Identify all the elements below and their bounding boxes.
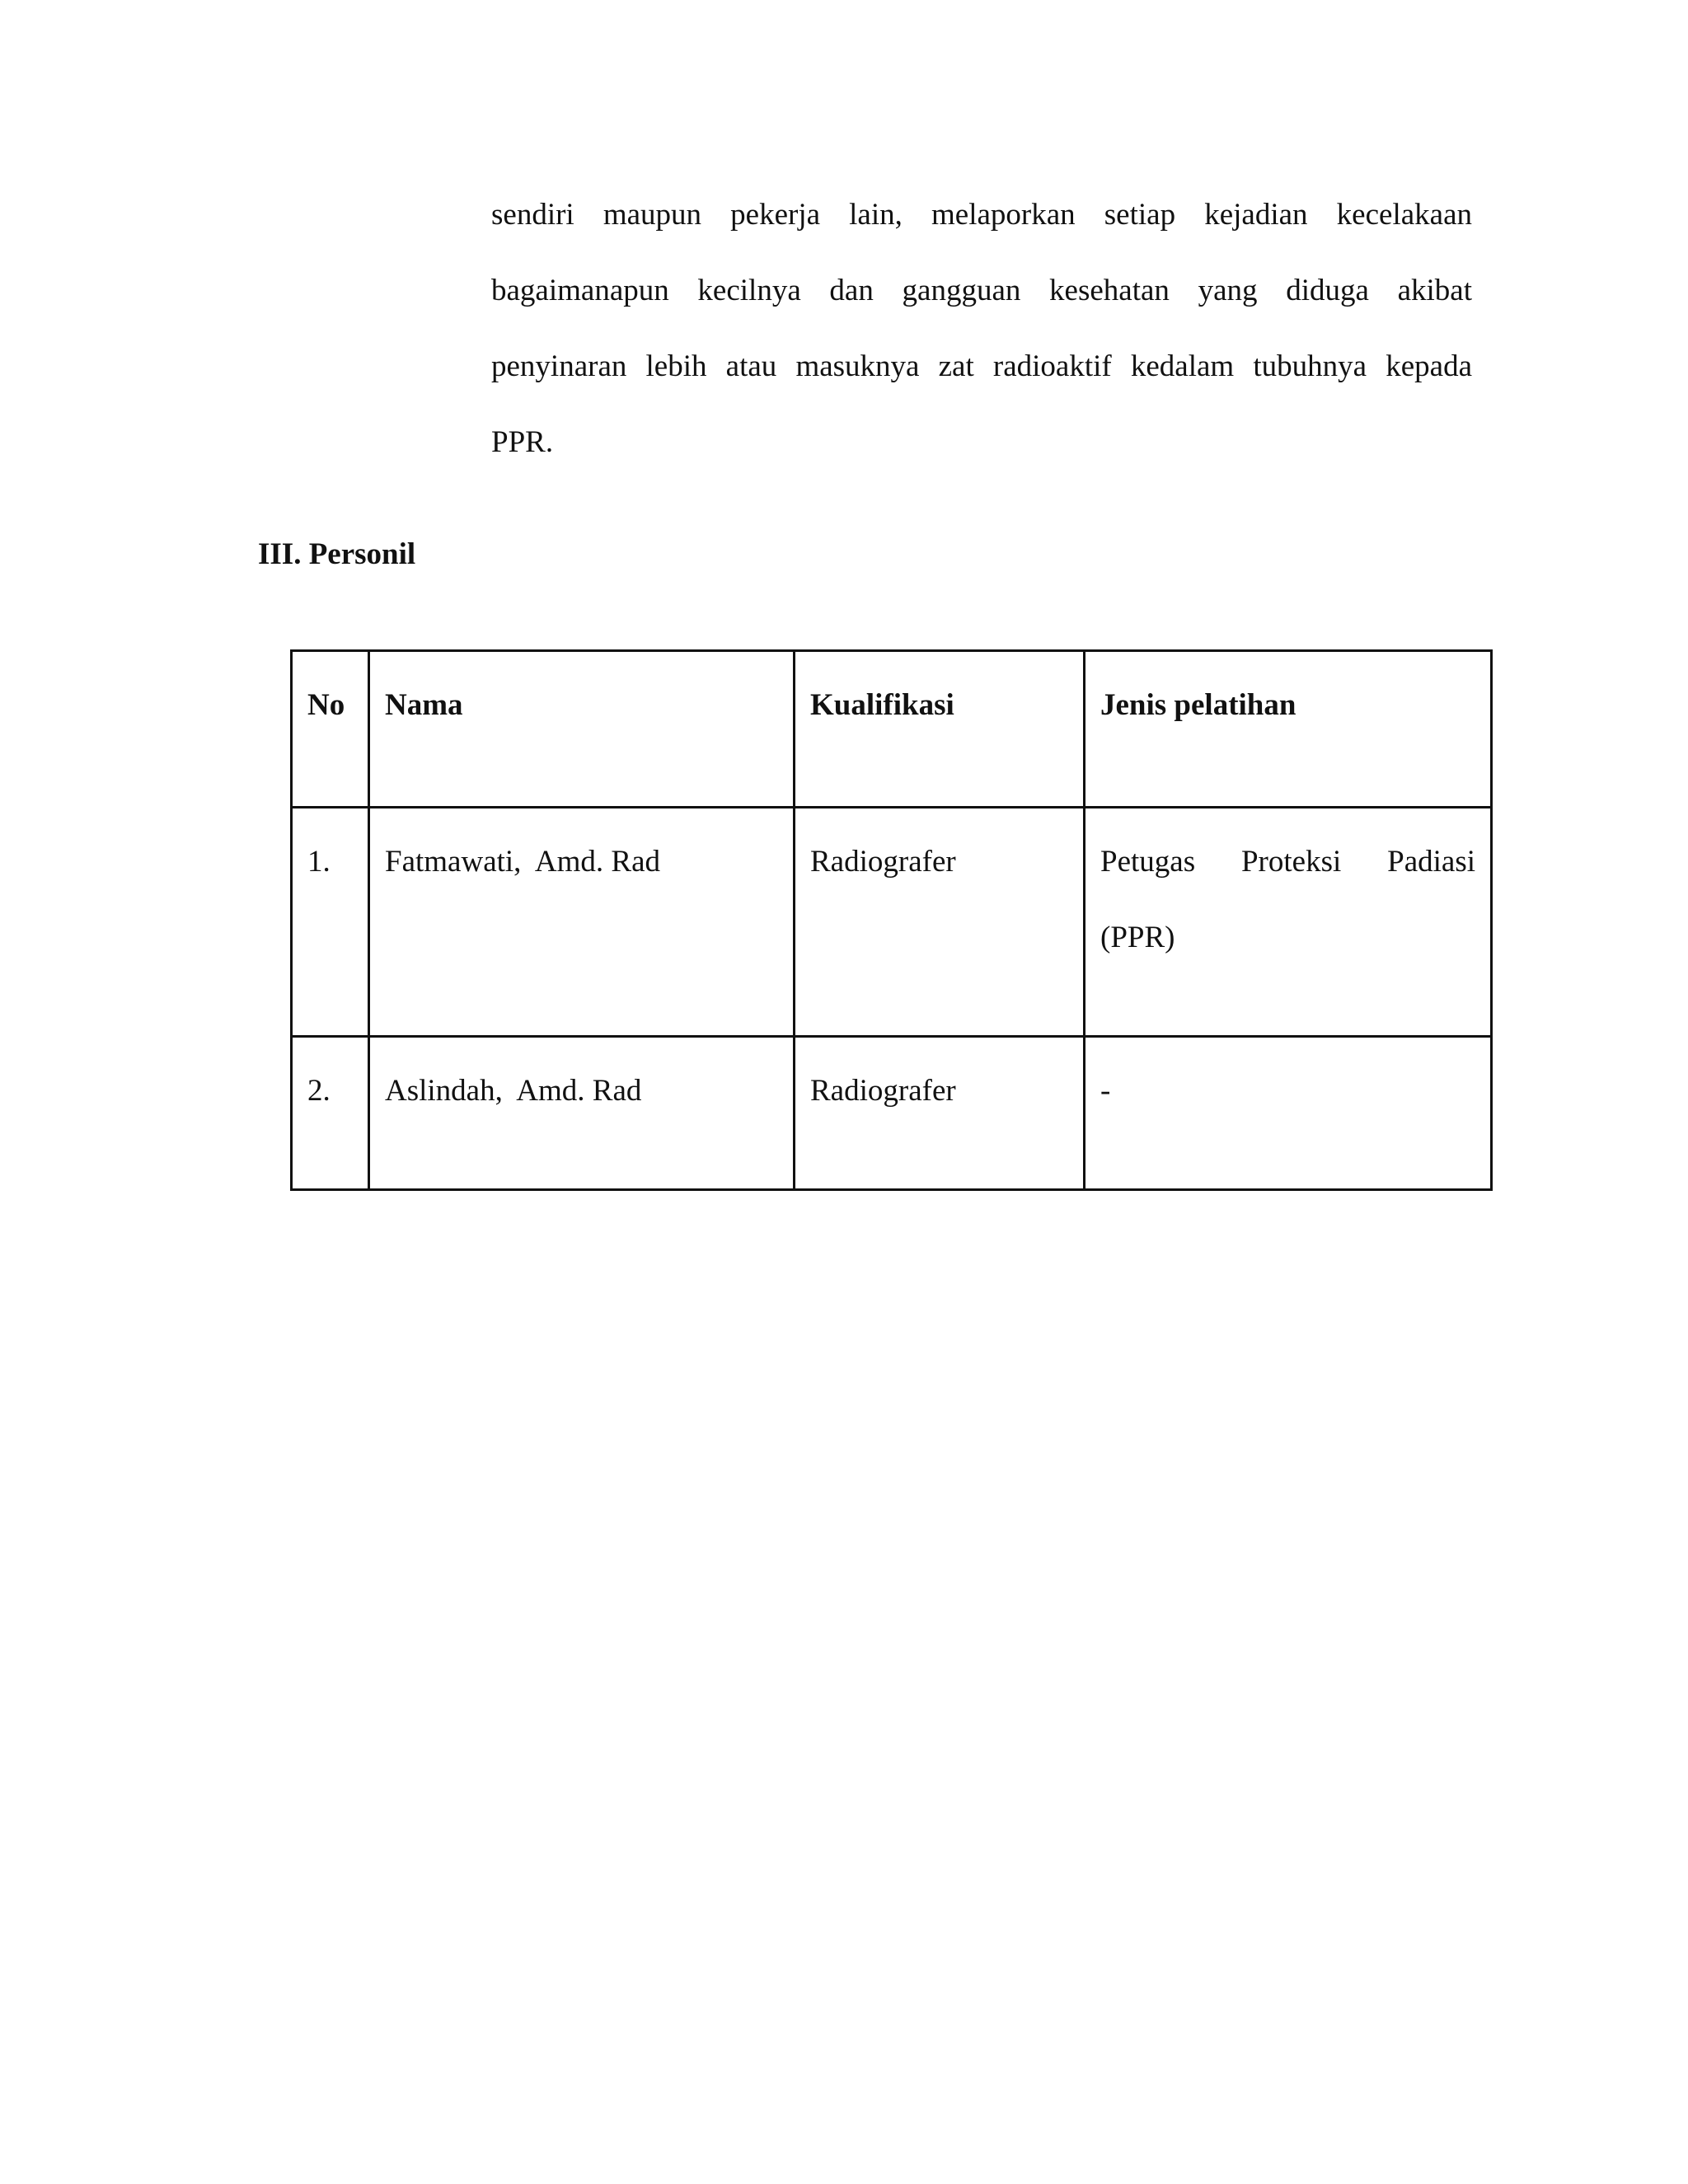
body-paragraph [491, 186, 1472, 490]
cell-nama: Aslindah, Amd. Rad [369, 1037, 795, 1190]
paragraph-line: PPR. [491, 425, 554, 459]
jenis-pelatihan-line: (PPR) [1100, 921, 1175, 954]
table-row [292, 808, 1492, 1037]
table-header-row [292, 651, 1492, 808]
jenis-pelatihan-line: Petugas Proteksi Padiasi [1100, 845, 1475, 879]
header-jenis-pelatihan: Jenis pelatihan [1085, 651, 1492, 808]
header-kualifikasi: Kualifikasi [795, 651, 1085, 808]
cell-kualifikasi: Radiografer [795, 1037, 1085, 1190]
paragraph-line: sendiri maupun pekerja lain, melaporkan setiap kejadian kecelakaan [491, 198, 1472, 232]
personil-table [290, 649, 1493, 1191]
section-heading: III. Personil [258, 537, 416, 571]
cell-no: 2. [292, 1037, 369, 1190]
cell-jenis-pelatihan [1085, 808, 1492, 1037]
header-nama: Nama [369, 651, 795, 808]
table-row [292, 1037, 1492, 1190]
cell-kualifikasi: Radiografer [795, 808, 1085, 1037]
paragraph-line: penyinaran lebih atau masuknya zat radioaktif kedalam tubuhnya kepada [491, 349, 1472, 383]
cell-nama: Fatmawati, Amd. Rad [369, 808, 795, 1037]
cell-no: 1. [292, 808, 369, 1037]
cell-jenis-pelatihan: - [1085, 1037, 1492, 1190]
header-no: No [292, 651, 369, 808]
paragraph-line: bagaimanapun kecilnya dan gangguan kesehatan yang diduga akibat [491, 274, 1472, 307]
